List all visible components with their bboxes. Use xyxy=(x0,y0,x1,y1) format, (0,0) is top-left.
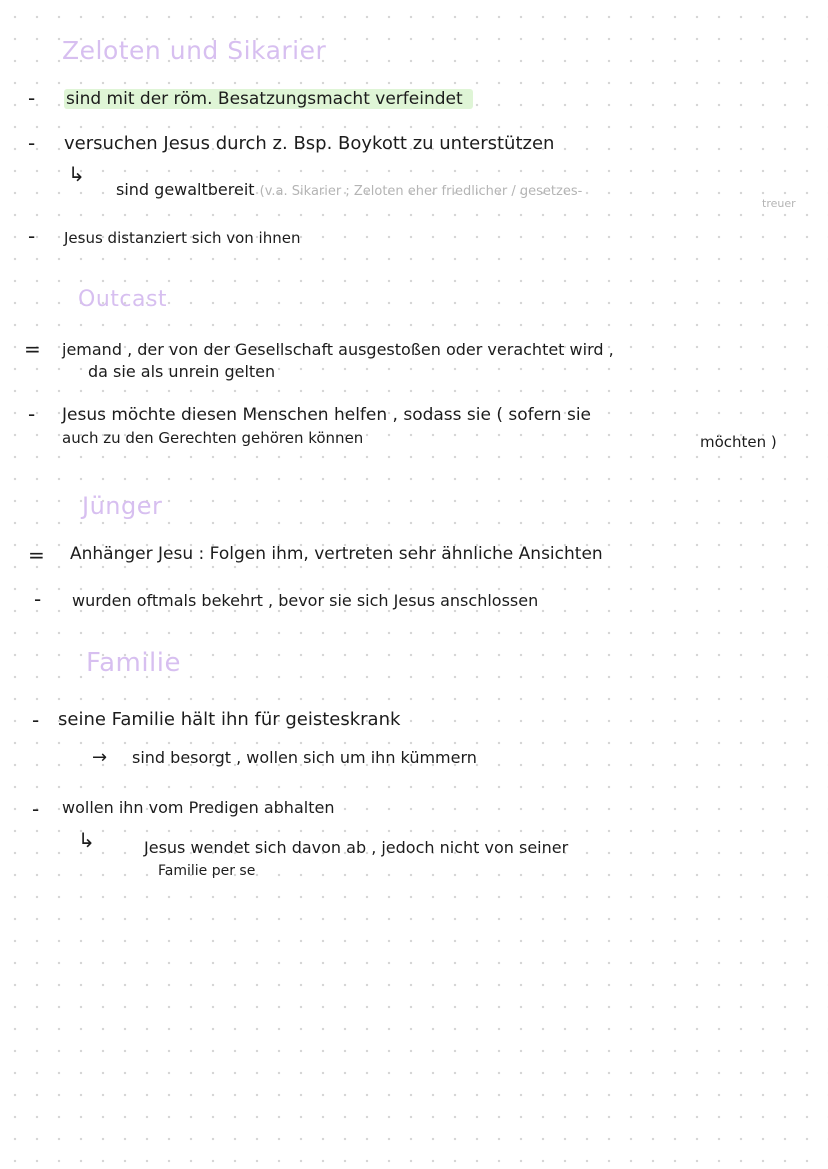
bullet-equals: = xyxy=(28,543,45,567)
right-arrow-icon: → xyxy=(92,747,108,768)
note-line: da sie als unrein gelten xyxy=(88,362,276,381)
note-line xyxy=(116,180,582,202)
note-line: möchten ) xyxy=(700,433,777,451)
heading-outcast: Outcast xyxy=(78,287,168,312)
heading-zeloten: Zeloten und Sikarier xyxy=(62,36,327,65)
bullet-dash: - xyxy=(34,587,42,611)
heading-juenger: Jünger xyxy=(82,492,163,520)
note-line: Jesus distanziert sich von ihnen xyxy=(64,229,301,247)
note-line: Jesus wendet sich davon ab , jedoch nicht von seiner xyxy=(144,838,569,857)
note-line: wurden oftmals bekehrt , bevor sie sich Jesus anschlossen xyxy=(72,591,539,610)
note-line: sind besorgt , wollen sich um ihn kümmern xyxy=(132,748,477,767)
highlighted-text: sind mit der röm. Besatzungsmacht verfeindet xyxy=(64,89,473,109)
note-line: Anhänger Jesu : Folgen ihm, vertreten sehr ähnliche Ansichten xyxy=(70,544,603,564)
note-line: jemand , der von der Gesellschaft ausgestoßen oder verachtet wird , xyxy=(62,340,614,359)
note-line: auch zu den Gerechten gehören können xyxy=(62,429,364,447)
note-line: seine Familie hält ihn für geisteskrank xyxy=(58,709,401,730)
note-line: Familie per se xyxy=(158,863,256,879)
bullet-dash: - xyxy=(32,797,40,821)
heading-familie: Familie xyxy=(86,648,181,678)
note-line: wollen ihn vom Predigen abhalten xyxy=(62,798,335,817)
bullet-dash: - xyxy=(28,131,36,155)
bullet-dash: - xyxy=(28,402,36,426)
bullet-dash: - xyxy=(32,708,40,732)
return-arrow-icon: ↳ xyxy=(78,828,95,852)
note-line: versuchen Jesus durch z. Bsp. Boykott zu unterstützen xyxy=(64,133,555,154)
note-line xyxy=(64,89,473,109)
note-line: Jesus möchte diesen Menschen helfen , sodass sie ( sofern sie xyxy=(62,405,592,425)
note-remark: (v.a. Sikarier ; Zeloten eher friedlicher / gesetzes- xyxy=(259,184,583,199)
note-text: sind gewaltbereit xyxy=(116,180,255,199)
bullet-equals: = xyxy=(24,337,41,361)
bullet-dash: - xyxy=(28,86,36,110)
note-remark-continued: treuer xyxy=(762,197,796,210)
return-arrow-icon: ↳ xyxy=(68,162,85,186)
bullet-dash: - xyxy=(28,224,36,248)
